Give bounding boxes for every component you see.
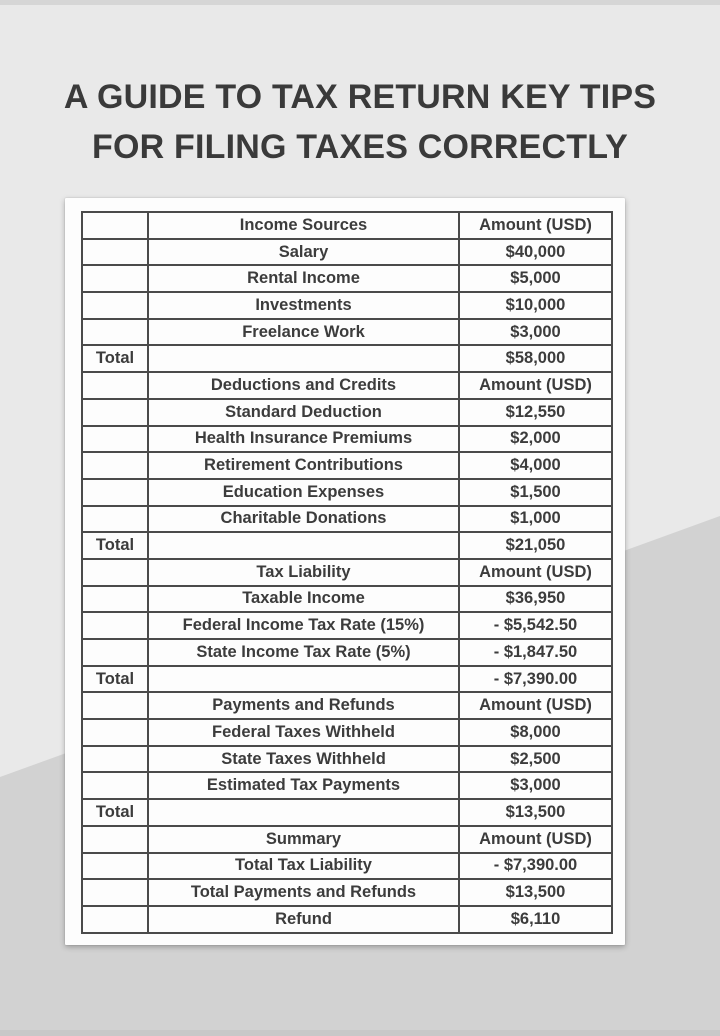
table-row xyxy=(82,906,612,933)
total-label-cell: Total xyxy=(82,799,148,826)
table-row xyxy=(82,559,612,586)
amount-cell: $13,500 xyxy=(459,879,612,906)
amount-cell: $1,500 xyxy=(459,479,612,506)
description-cell: Total Payments and Refunds xyxy=(148,879,459,906)
page-title-line-2: FOR FILING TAXES CORRECTLY xyxy=(91,128,628,166)
amount-cell: $40,000 xyxy=(459,239,612,266)
background-bottom-strip xyxy=(0,1030,720,1036)
description-cell xyxy=(148,799,459,826)
total-label-cell: Total xyxy=(82,666,148,693)
table-row xyxy=(82,265,612,292)
description-cell: Investments xyxy=(148,292,459,319)
total-label-cell: Total xyxy=(82,532,148,559)
table-row xyxy=(82,879,612,906)
total-label-cell xyxy=(82,265,148,292)
amount-cell: Amount (USD) xyxy=(459,692,612,719)
tax-table-card xyxy=(65,198,625,945)
description-cell: Income Sources xyxy=(148,212,459,239)
table-row xyxy=(82,239,612,266)
tax-table-body xyxy=(82,212,612,933)
total-label-cell xyxy=(82,426,148,453)
amount-cell: - $7,390.00 xyxy=(459,853,612,880)
total-label-cell xyxy=(82,559,148,586)
amount-cell: $2,000 xyxy=(459,426,612,453)
description-cell xyxy=(148,666,459,693)
description-cell: Taxable Income xyxy=(148,586,459,613)
total-label-cell xyxy=(82,906,148,933)
description-cell: State Taxes Withheld xyxy=(148,746,459,773)
table-row xyxy=(82,506,612,533)
total-label-cell xyxy=(82,612,148,639)
total-label-cell xyxy=(82,212,148,239)
total-label-cell xyxy=(82,319,148,346)
table-row xyxy=(82,719,612,746)
amount-cell: $13,500 xyxy=(459,799,612,826)
amount-cell: - $5,542.50 xyxy=(459,612,612,639)
amount-cell: - $7,390.00 xyxy=(459,666,612,693)
description-cell: Federal Income Tax Rate (15%) xyxy=(148,612,459,639)
total-label-cell xyxy=(82,879,148,906)
amount-cell: $3,000 xyxy=(459,319,612,346)
table-row xyxy=(82,426,612,453)
total-label-cell xyxy=(82,372,148,399)
description-cell: Charitable Donations xyxy=(148,506,459,533)
amount-cell: $1,000 xyxy=(459,506,612,533)
amount-cell: $4,000 xyxy=(459,452,612,479)
description-cell: Health Insurance Premiums xyxy=(148,426,459,453)
description-cell: Estimated Tax Payments xyxy=(148,772,459,799)
table-row xyxy=(82,399,612,426)
description-cell: Freelance Work xyxy=(148,319,459,346)
amount-cell: $8,000 xyxy=(459,719,612,746)
table-row xyxy=(82,853,612,880)
amount-cell: - $1,847.50 xyxy=(459,639,612,666)
total-label-cell xyxy=(82,239,148,266)
description-cell: State Income Tax Rate (5%) xyxy=(148,639,459,666)
table-row xyxy=(82,746,612,773)
description-cell: Payments and Refunds xyxy=(148,692,459,719)
description-cell xyxy=(148,345,459,372)
amount-cell: $58,000 xyxy=(459,345,612,372)
table-row xyxy=(82,692,612,719)
total-label-cell xyxy=(82,772,148,799)
total-label-cell xyxy=(82,639,148,666)
table-row xyxy=(82,772,612,799)
amount-cell: $36,950 xyxy=(459,586,612,613)
description-cell: Refund xyxy=(148,906,459,933)
description-cell: Total Tax Liability xyxy=(148,853,459,880)
total-label-cell xyxy=(82,586,148,613)
total-label-cell xyxy=(82,506,148,533)
table-row xyxy=(82,345,612,372)
amount-cell: Amount (USD) xyxy=(459,826,612,853)
total-label-cell xyxy=(82,826,148,853)
description-cell: Federal Taxes Withheld xyxy=(148,719,459,746)
amount-cell: $10,000 xyxy=(459,292,612,319)
description-cell: Education Expenses xyxy=(148,479,459,506)
table-row xyxy=(82,479,612,506)
amount-cell: $12,550 xyxy=(459,399,612,426)
table-row xyxy=(82,639,612,666)
description-cell: Tax Liability xyxy=(148,559,459,586)
description-cell: Salary xyxy=(148,239,459,266)
table-row xyxy=(82,292,612,319)
amount-cell: $6,110 xyxy=(459,906,612,933)
table-row xyxy=(82,372,612,399)
amount-cell: Amount (USD) xyxy=(459,559,612,586)
page-title-line-1: A GUIDE TO TAX RETURN KEY TIPS xyxy=(63,78,657,116)
table-row xyxy=(82,452,612,479)
amount-cell: $3,000 xyxy=(459,772,612,799)
table-row xyxy=(82,612,612,639)
table-row xyxy=(82,666,612,693)
description-cell: Summary xyxy=(148,826,459,853)
total-label-cell xyxy=(82,479,148,506)
table-row xyxy=(82,586,612,613)
table-row xyxy=(82,212,612,239)
total-label-cell xyxy=(82,399,148,426)
total-label-cell xyxy=(82,292,148,319)
total-label-cell: Total xyxy=(82,345,148,372)
total-label-cell xyxy=(82,746,148,773)
table-row xyxy=(82,319,612,346)
description-cell: Standard Deduction xyxy=(148,399,459,426)
description-cell: Retirement Contributions xyxy=(148,452,459,479)
amount-cell: Amount (USD) xyxy=(459,212,612,239)
total-label-cell xyxy=(82,452,148,479)
description-cell xyxy=(148,532,459,559)
table-row xyxy=(82,799,612,826)
total-label-cell xyxy=(82,719,148,746)
table-row xyxy=(82,826,612,853)
amount-cell: $2,500 xyxy=(459,746,612,773)
amount-cell: $21,050 xyxy=(459,532,612,559)
background-top-strip xyxy=(0,0,720,5)
total-label-cell xyxy=(82,692,148,719)
description-cell: Rental Income xyxy=(148,265,459,292)
page-title xyxy=(0,72,720,172)
table-row xyxy=(82,532,612,559)
tax-table xyxy=(81,211,613,934)
amount-cell: Amount (USD) xyxy=(459,372,612,399)
total-label-cell xyxy=(82,853,148,880)
amount-cell: $5,000 xyxy=(459,265,612,292)
description-cell: Deductions and Credits xyxy=(148,372,459,399)
